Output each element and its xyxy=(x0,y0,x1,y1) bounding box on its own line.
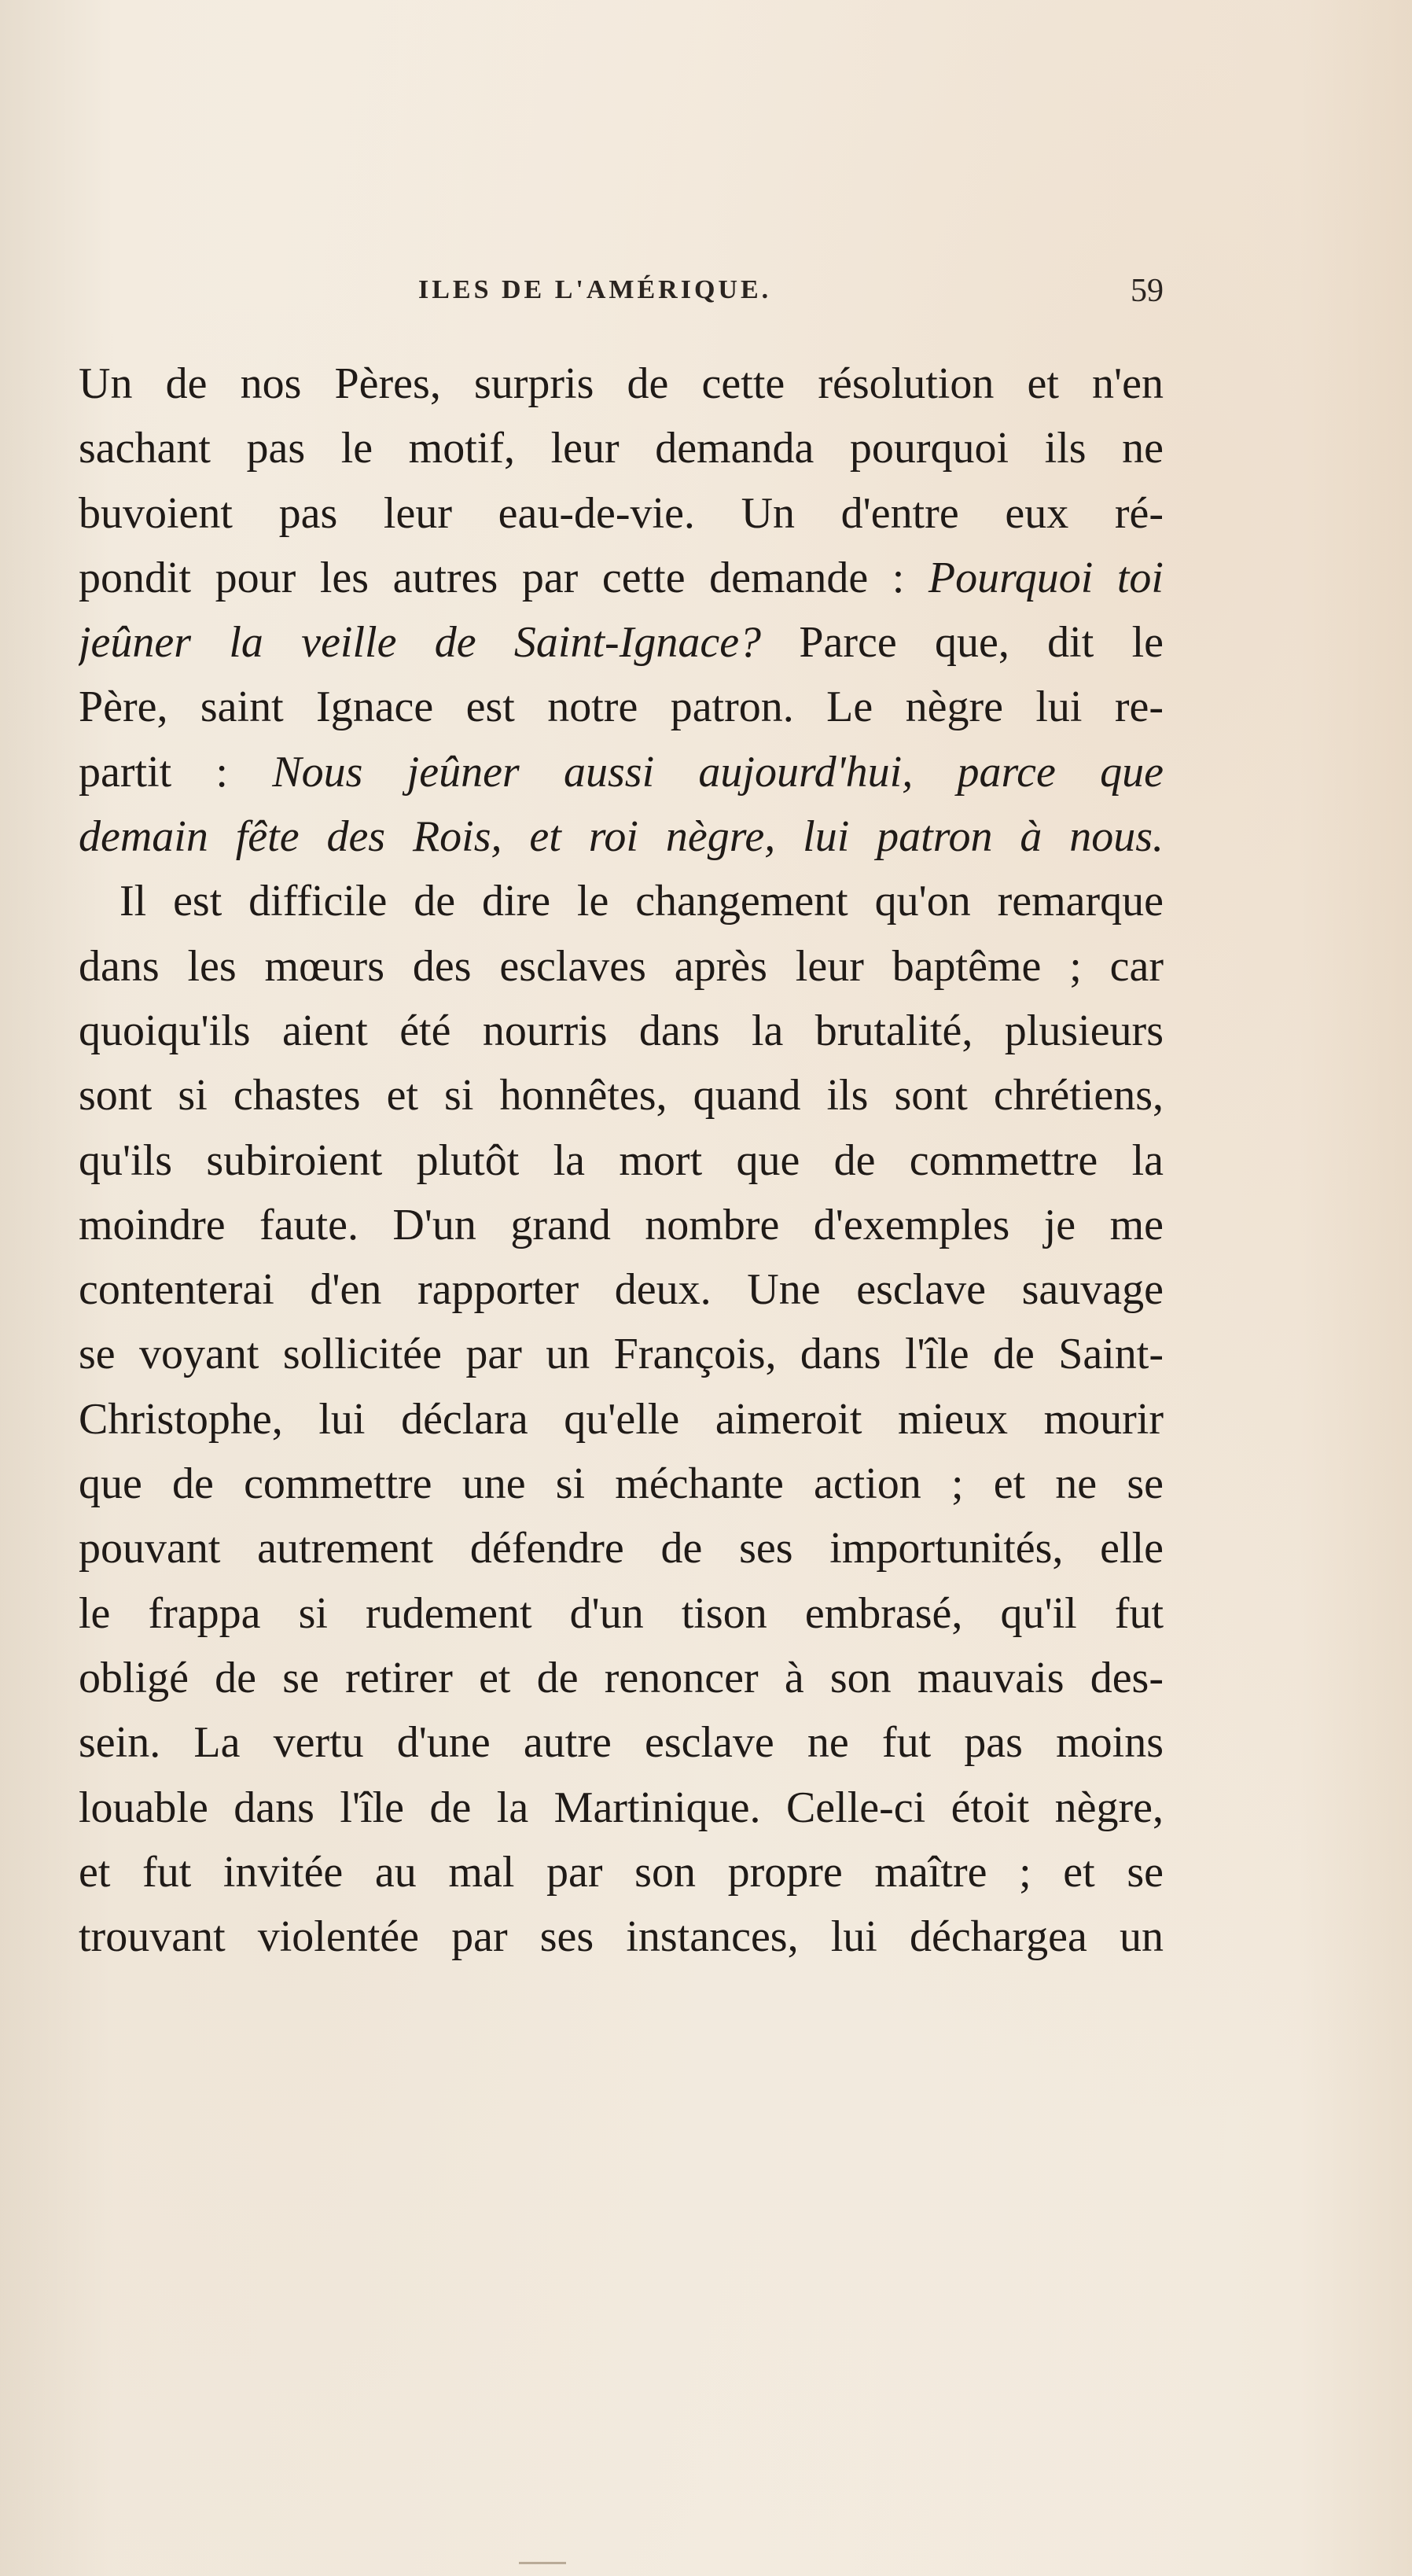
roman-text: Parce que, dit le xyxy=(761,618,1164,668)
text-line: Père, saint Ignace est notre patron. Le nègre lui re- xyxy=(79,683,1164,732)
text-line: obligé de se retirer et de renoncer à son mauvais des- xyxy=(79,1653,1164,1702)
text-line: que de commettre une si méchante action ; et ne se xyxy=(79,1459,1164,1509)
running-head xyxy=(79,275,1164,322)
italic-text: Nous jeûner aussi aujourd'hui, parce que xyxy=(272,747,1164,797)
paragraph-start-line: Il est difficile de dire le changement qu'on remarque xyxy=(120,877,1164,926)
text-line: dans les mœurs des esclaves après leur baptême ; car xyxy=(79,941,1164,991)
text-line: trouvant violentée par ses instances, lui déchargea un xyxy=(79,1912,1164,1962)
text-line: contenterai d'en rapporter deux. Une esclave sauvage xyxy=(79,1265,1164,1315)
text-line: qu'ils subiroient plutôt la mort que de commettre la xyxy=(79,1135,1164,1185)
text-line: quoiqu'ils aient été nourris dans la brutalité, plusieurs xyxy=(79,1006,1164,1055)
italic-text: Pourquoi toi xyxy=(928,553,1164,602)
bottom-edge-mark xyxy=(519,2562,566,2564)
text-line xyxy=(79,546,1164,610)
roman-text: pondit pour les autres par cette demande : xyxy=(79,553,928,602)
text-line: demain fête des Rois, et roi nègre, lui patron à nous. xyxy=(79,812,1164,862)
text-line: buvoient pas leur eau-de-vie. Un d'entre eux ré- xyxy=(79,488,1164,538)
roman-text: partit : xyxy=(79,747,273,797)
text-line: sont si chastes et si honnêtes, quand ils sont chrétiens, xyxy=(79,1071,1164,1121)
text-line: pouvant autrement défendre de ses importunités, elle xyxy=(79,1524,1164,1573)
text-line: Un de nos Pères, surpris de cette résolution et n'en xyxy=(79,359,1164,408)
text-line: Christophe, lui déclara qu'elle aimeroit mieux mourir xyxy=(79,1394,1164,1444)
text-line xyxy=(79,740,1164,804)
text-line: se voyant sollicitée par un François, dans l'île de Saint- xyxy=(79,1330,1164,1379)
running-title: ILES DE L'AMÉRIQUE. xyxy=(418,275,772,304)
text-line: sein. La vertu d'une autre esclave ne fut pas moins xyxy=(79,1718,1164,1768)
text-line: et fut invitée au mal par son propre maître ; et se xyxy=(79,1847,1164,1897)
text-line: sachant pas le motif, leur demanda pourquoi ils ne xyxy=(79,424,1164,473)
text-line: le frappa si rudement d'un tison embrasé, qu'il fut xyxy=(79,1588,1164,1638)
body-text xyxy=(79,351,1164,1969)
text-line xyxy=(79,610,1164,675)
page-number: 59 xyxy=(1131,273,1164,309)
text-line: louable dans l'île de la Martinique. Celle-ci étoit nègre, xyxy=(79,1783,1164,1832)
italic-text: jeûner la veille de Saint-Ignace? xyxy=(79,618,762,668)
text-line: moindre faute. D'un grand nombre d'exemples je me xyxy=(79,1200,1164,1249)
